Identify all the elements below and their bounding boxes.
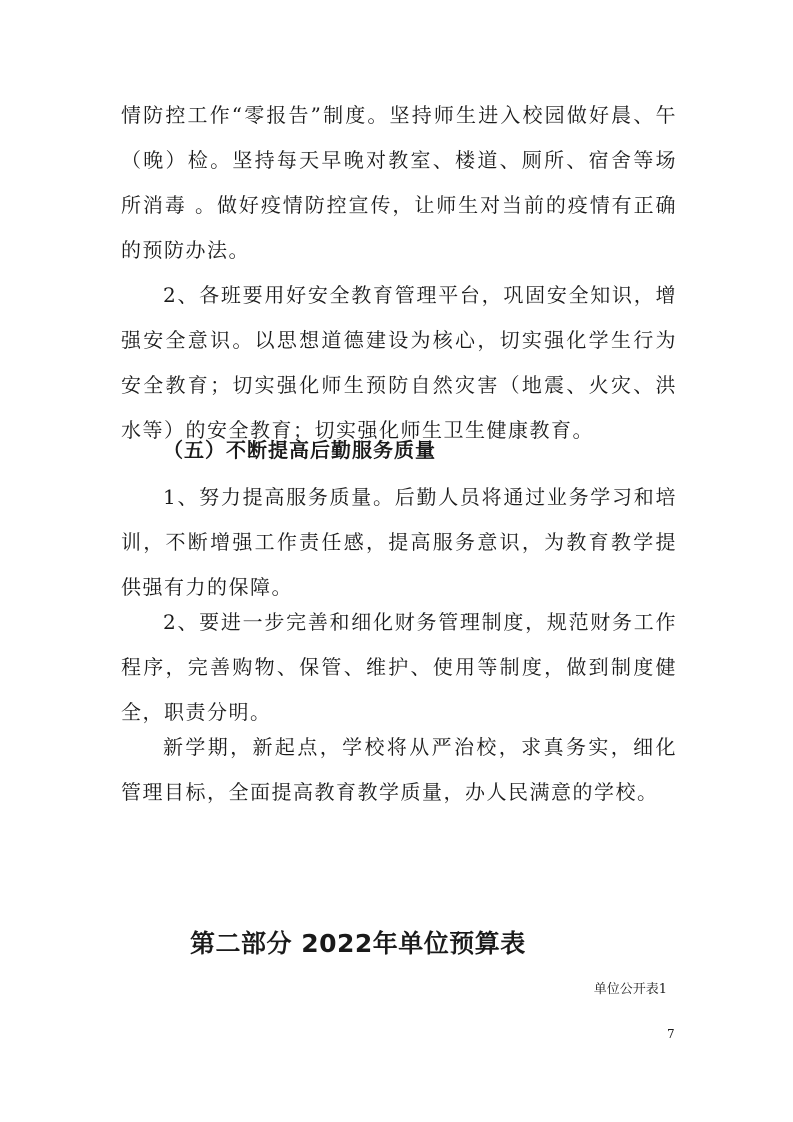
section-heading-logistics: （五）不断提高后勤服务质量 (163, 438, 436, 462)
table-label: 单位公开表1 (593, 982, 667, 997)
part-title: 第二部分 2022年单位预算表 (190, 929, 526, 958)
paragraph-service-quality: 1、努力提高服务质量。后勤人员将通过业务学习和培训，不断增强工作责任感，提高服务意识，为教育教学提供强有力的保障。 (121, 485, 677, 599)
paragraph-closing-statement: 新学期，新起点，学校将从严治校，求真务实，细化管理目标，全面提高教育教学质量，办人民满意的学校。 (121, 735, 677, 804)
paragraph-safety-education: 2、各班要用好安全教育管理平台，巩固安全知识，增强安全意识。以思想道德建设为核心，切实强化学生行为安全教育；切实强化师生预防自然灾害（地震、火灾、洪水等）的安全教育；切实强化师生卫生健康教育。 (121, 283, 677, 442)
paragraph-epidemic-control: 情防控工作“零报告”制度。坚持师生进入校园做好晨、午（晚）检。坚持每天早晚对教室、楼道、厕所、宿舍等场所消毒 。做好疫情防控宣传，让师生对当前的疫情有正确的预防办法。 (121, 103, 677, 262)
paragraph-finance-management: 2、要进一步完善和细化财务管理制度，规范财务工作程序，完善购物、保管、维护、使用等制度，做到制度健全，职责分明。 (121, 610, 677, 724)
page-number: 7 (667, 1027, 675, 1041)
